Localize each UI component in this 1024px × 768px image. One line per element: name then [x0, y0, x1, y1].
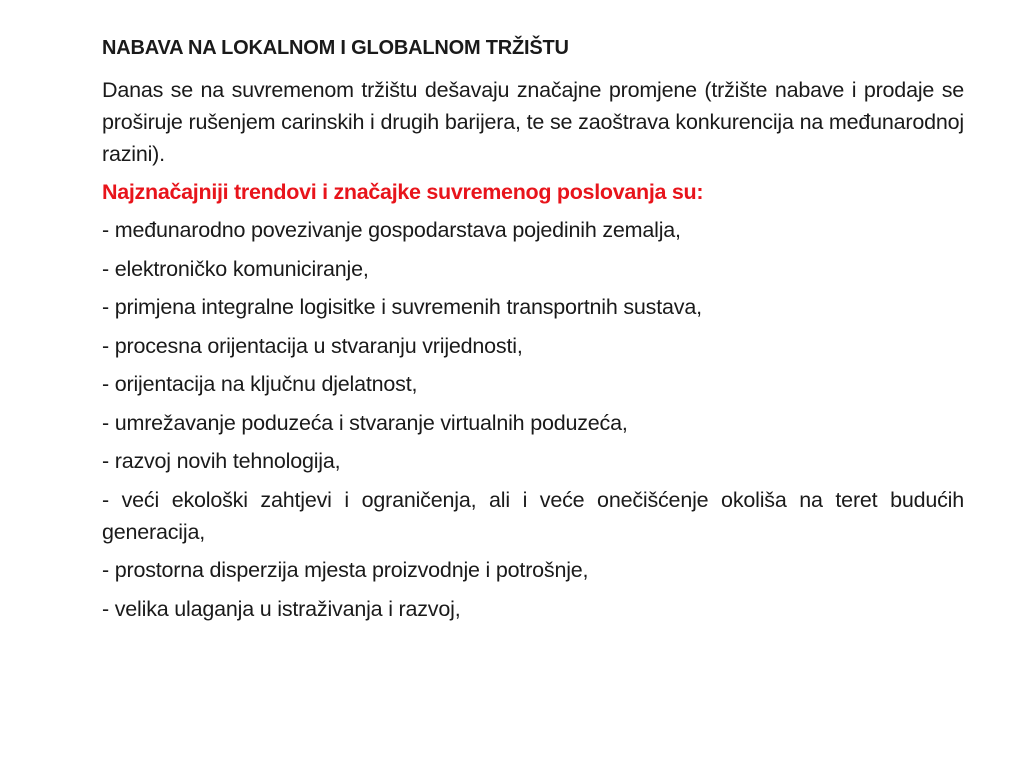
list-item: - procesna orijentacija u stvaranju vrijednosti,: [102, 333, 523, 358]
list-item: - velika ulaganja u istraživanja i razvoj,: [102, 596, 461, 621]
list-item: - primjena integralne logisitke i suvremenih transportnih sustava,: [102, 295, 702, 319]
list-item: - umrežavanje poduzeća i stvaranje virtualnih poduzeća,: [102, 410, 628, 435]
slide-title: NABAVA NA LOKALNOM I GLOBALNOM TRŽIŠTU: [102, 37, 569, 59]
trends-subheading: Najznačajniji trendovi i značajke suvremenog poslovanja su:: [102, 180, 704, 204]
intro-paragraph: Danas se na suvremenom tržištu dešavaju značajne promjene (tržište nabave i prodaje se proširuje rušenjem carinskih i drugih barijera, te se zaoštrava konkurencija na međunarodnoj razini).: [102, 78, 964, 166]
list-item: - razvoj novih tehnologija,: [102, 449, 341, 473]
list-item: - elektroničko komuniciranje,: [102, 256, 369, 281]
trends-list: [102, 214, 964, 625]
list-item: - prostorna disperzija mjesta proizvodnje i potrošnje,: [102, 558, 589, 582]
slide-content: [102, 32, 964, 631]
list-item: - veći ekološki zahtjevi i ograničenja, ali i veće onečišćenje okoliša na teret budućih generacija,: [102, 487, 964, 544]
list-item: - orijentacija na ključnu djelatnost,: [102, 372, 418, 396]
list-item: - međunarodno povezivanje gospodarstava pojedinih zemalja,: [102, 218, 681, 242]
